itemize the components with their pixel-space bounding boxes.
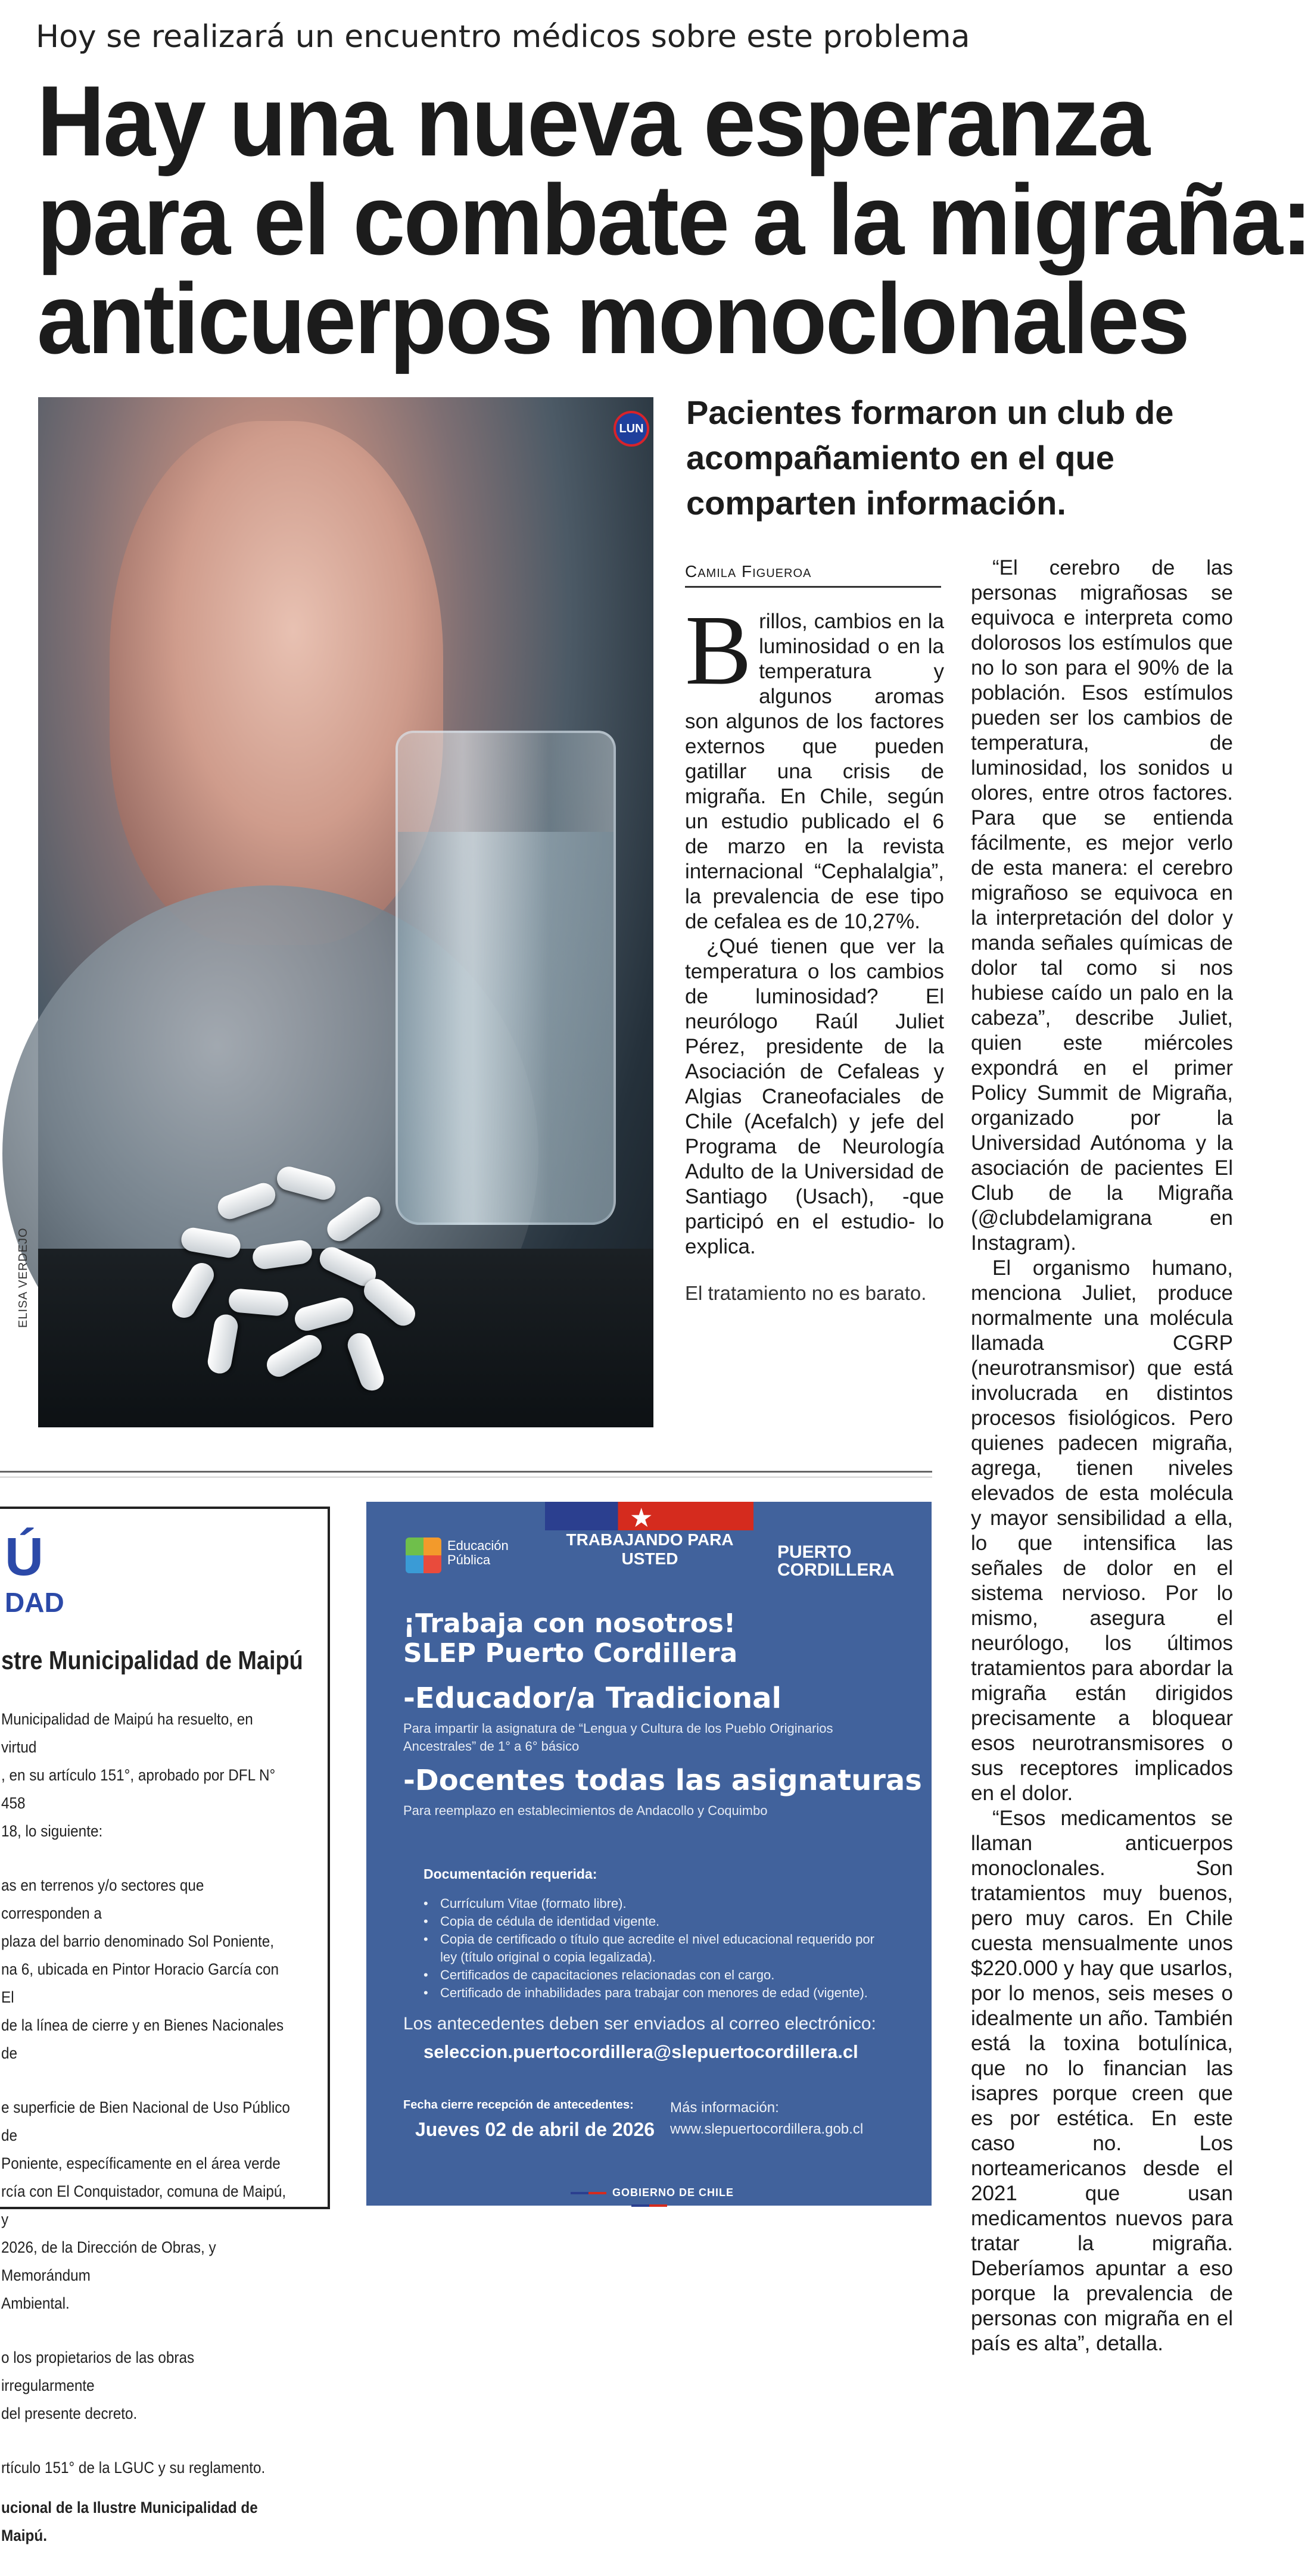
lun-logo: LUN (614, 411, 649, 447)
role-docentes-desc: Para reemplazo en establecimientos de Andacollo y Coquimbo (403, 1803, 768, 1818)
section-divider (0, 1471, 932, 1473)
website-link: www.slepuertocordillera.gob.cl (670, 2121, 864, 2137)
gobierno-label: GOBIERNO DE CHILE (612, 2187, 734, 2198)
pill (292, 1295, 356, 1334)
maipu-logo-text: DAD (5, 1587, 64, 1618)
paragraph-text: rillos, cambios en la luminosidad o en la temperatura y algunos aromas son algunos de los factores externos que pueden gatillar una crisis de migraña. En Chile, según un estudio publicado el 6 de marzo en la revista internacional “Cephalalgia”, la prevalencia de ese tipo de cefalea es de 10,27%. (685, 610, 944, 933)
pill (179, 1226, 242, 1260)
educacion-publica-label: Educación Pública (447, 1538, 509, 1567)
ad-left-body (1, 1705, 323, 2576)
article-column-1 (685, 595, 944, 1259)
role-docentes: -Docentes todas las asignaturas (403, 1764, 922, 1797)
paragraph: “El cerebro de las personas migrañosas se equivoca e interpreta como dolorosos los estímulos que no lo son para el 90% de la población. Esos estímulos pueden ser los cambios de temperatura, de luminosidad, los sonidos u olores, entre otros factores. Para que se entienda fácilmente, es mejor verlo de esta manera: el cerebro migrañoso se equivoca en la interpretación del dolor y manda señales químicas de dolor tal como si nos hubiese caído un palo en la cabeza”, describe Juliet, quien este miércoles expondrá en el primer Policy Summit de Migraña, organizado por la Universidad Autónoma y la asociación de pacientes El Club de la Migraña (@clubdelamigrana en Instagram). (971, 556, 1233, 1255)
ad-banner: TRABAJANDO PARA USTED (566, 1530, 734, 1568)
more-info-label: Más información: (670, 2100, 779, 2116)
docs-item: • Certificado de inhabilidades para trabajar con menores de edad (vigente). (423, 1984, 888, 2002)
deadline-date: Jueves 02 de abril de 2026 (415, 2119, 655, 2140)
paragraph: El organismo humano, menciona Juliet, produce normalmente una molécula llamada CGRP (neurotransmisor) que está involucrada en distintos procesos fisiológicos. Pero quienes padecen migraña, agrega, tienen niveles elevados de esta molécula y mayor sensibilidad a ella, lo que intensifica las señales de dolor en el sistema nervioso. Por lo mismo, asegura el neurólogo, los últimos tratamientos para abordar la migraña están dirigidos precisamente a bloquear esos neurotransmisores o sus receptores implicados en el dolor. (971, 1256, 1233, 1805)
role-educador: -Educador/a Tradicional (403, 1682, 781, 1715)
role-educador-desc: Para impartir la asignatura de “Lengua y Cultura de los Pueblo Originarios Ancestrales” de 1° a 6° básico (403, 1721, 833, 1754)
docs-list (423, 1895, 888, 2002)
headline-line-3: anticuerpos monoclonales (37, 263, 1189, 375)
glass-water (398, 832, 614, 1225)
photo-credit: ELISA VERDEJO (17, 1227, 30, 1328)
article-kicker: Hoy se realizará un encuentro médicos sobre este problema (36, 19, 970, 55)
pill (206, 1312, 240, 1375)
deadline-label: Fecha cierre recepción de antecedentes: (403, 2098, 634, 2112)
send-instructions: Los antecedentes deben ser enviados al correo electrónico: (403, 2014, 876, 2034)
star-icon: ★ (630, 1504, 653, 1533)
docs-item: • Copia de certificado o título que acredite el nivel educacional requerido por ley (título original o copia legalizada). (423, 1931, 888, 1966)
photo-foreground (38, 397, 653, 1419)
photo-caption: El tratamiento no es barato. (685, 1282, 927, 1304)
headline (37, 65, 1311, 375)
docs-item: • Certificados de capacitaciones relacionadas con el cargo. (423, 1966, 888, 1984)
maipu-logo: Ú (5, 1527, 43, 1587)
ad-heading: ¡Trabaja con nosotros! SLEP Puerto Cordillera (403, 1608, 738, 1669)
pill (344, 1330, 387, 1394)
ad-left-paragraph: o los propietarios de las obras irregularmente del presente decreto. (1, 2349, 195, 2422)
headline-line-1: Hay una nueva esperanza (37, 65, 1149, 177)
ad-left-paragraph: as en terrenos y/o sectores que corresponden a plaza del barrio denominado Sol Poniente, na 6, ubicada en Pintor Horacio García con El de la línea de cierre y en Bienes Nacionales de (1, 1876, 284, 2062)
pill (168, 1259, 219, 1323)
ad-left-paragraph: ucional de la Ilustre Municipalidad de Maipú. (1, 2499, 258, 2544)
article-subhead: Pacientes formaron un club de acompañamiento en el que comparten información. (686, 394, 1174, 522)
pill (251, 1239, 314, 1271)
pill (323, 1192, 385, 1246)
ad-municipalidad-maipu (0, 1507, 330, 2544)
contact-email: seleccion.puertocordillera@slepuertocordillera.cl (423, 2041, 858, 2062)
docs-title: Documentación requerida: (423, 1866, 597, 1882)
ad-left-paragraph: Municipalidad de Maipú ha resuelto, en virtud , en su artículo 151°, aprobado por DFL N° 458 18, lo siguiente: (1, 1710, 276, 1840)
pill (228, 1288, 289, 1317)
puerto-cordillera-logo: PUERTO CORDILLERA (777, 1542, 895, 1580)
pill (275, 1164, 338, 1203)
ad-left-paragraph: rtículo 151° de la LGUC y su reglamento. (1, 2459, 266, 2477)
byline: Camila Figueroa (685, 562, 941, 588)
dropcap: B (685, 595, 752, 706)
docs-item: • Copia de cédula de identidad vigente. (423, 1913, 888, 1931)
ad-left-title: stre Municipalidad de Maipú (1, 1646, 303, 1675)
ad-left-paragraph: e superficie de Bien Nacional de Uso Público de Poniente, específicamente en el área verde rcía con El Conquistador, comuna de Maipú, y 2026, de la Dirección de Obras, y Memorándum Ambiental. (1, 2098, 290, 2312)
pill (359, 1274, 420, 1331)
pill (263, 1331, 326, 1381)
paragraph: “Esos medicamentos se llaman anticuerpos monoclonales. Son tratamientos muy buenos, pero muy caros. En Chile cuesta mensualmente unos $220.000 y hay que usarlos, por lo menos, seis meses o idealmente un año. También está la toxina botulínica, que no lo financian las isapres porque creen que es por estética. En este caso no. Los norteamericanos desde el 2021 que usan medicamentos nuevos para tratar la migraña. Deberíamos apuntar a eso porque la prevalencia de personas con migraña en el país es alta”, detalla. (971, 1807, 1233, 2355)
ad-slep-puerto-cordillera (366, 1502, 932, 2206)
article-column-2 (971, 556, 1233, 2356)
paragraph (685, 595, 944, 934)
docs-item: • Currículum Vitae (formato libre). (423, 1895, 888, 1913)
gobierno-footer (545, 2187, 753, 2212)
pill (214, 1180, 279, 1222)
educacion-publica-icon (406, 1538, 441, 1573)
paragraph: ¿Qué tienen que ver la temperatura o los cambios de luminosidad? El neurólogo Raúl Juliet Pérez, presidente de la Asociación de Cefaleas y Algias Craneofaciales de Chile (Acefalch) y jefe del Programa de Neurología Adulto de la Universidad de Santiago (Usach), -que participó en el estudio- lo explica. (685, 935, 944, 1258)
headline-line-2: para el combate a la migraña: (37, 164, 1311, 276)
